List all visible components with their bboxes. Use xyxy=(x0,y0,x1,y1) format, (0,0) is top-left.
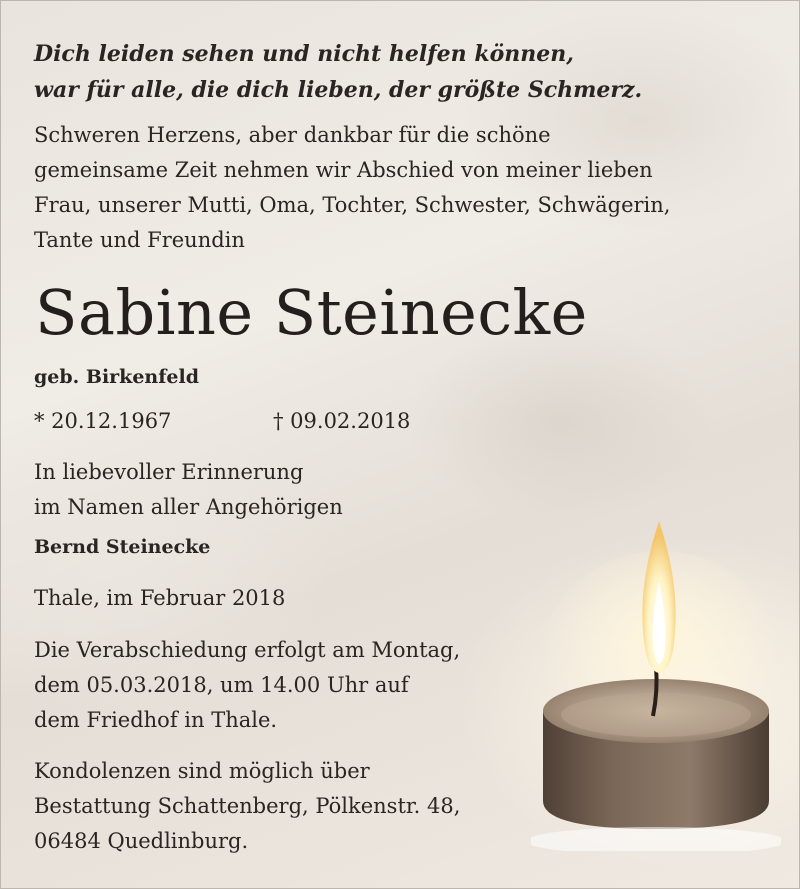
maiden-name: geb. Birkenfeld xyxy=(34,366,200,388)
birth-date: * 20.12.1967 xyxy=(34,409,172,433)
deceased-name: Sabine Steinecke xyxy=(35,276,588,349)
intro-line: gemeinsame Zeit nehmen wir Abschied von meiner lieben xyxy=(34,158,653,182)
signer-name: Bernd Steinecke xyxy=(34,536,211,558)
intro-line: Schweren Herzens, aber dankbar für die schöne xyxy=(34,123,551,147)
farewell-line: dem Friedhof in Thale. xyxy=(34,708,278,732)
condolence-line: 06484 Quedlinburg. xyxy=(34,829,249,853)
verse-line: war für alle, die dich lieben, der größte Schmerz. xyxy=(34,77,643,103)
condolence-line: Bestattung Schattenberg, Pölkenstr. 48, xyxy=(34,794,461,818)
intro-line: Frau, unserer Mutti, Oma, Tochter, Schwester, Schwägerin, xyxy=(34,193,671,217)
farewell-line: Die Verabschiedung erfolgt am Montag, xyxy=(34,638,461,662)
farewell-line: dem 05.03.2018, um 14.00 Uhr auf xyxy=(34,673,409,697)
death-date: † 09.02.2018 xyxy=(273,409,411,433)
remembrance-line: im Namen aller Angehörigen xyxy=(34,495,343,519)
verse-line: Dich leiden sehen und nicht helfen können, xyxy=(34,41,574,67)
candle-image xyxy=(531,511,781,851)
place-date: Thale, im Februar 2018 xyxy=(34,586,286,610)
intro-line: Tante und Freundin xyxy=(34,228,245,252)
remembrance-line: In liebevoller Erinnerung xyxy=(34,460,304,484)
condolence-line: Kondolenzen sind möglich über xyxy=(34,759,370,783)
